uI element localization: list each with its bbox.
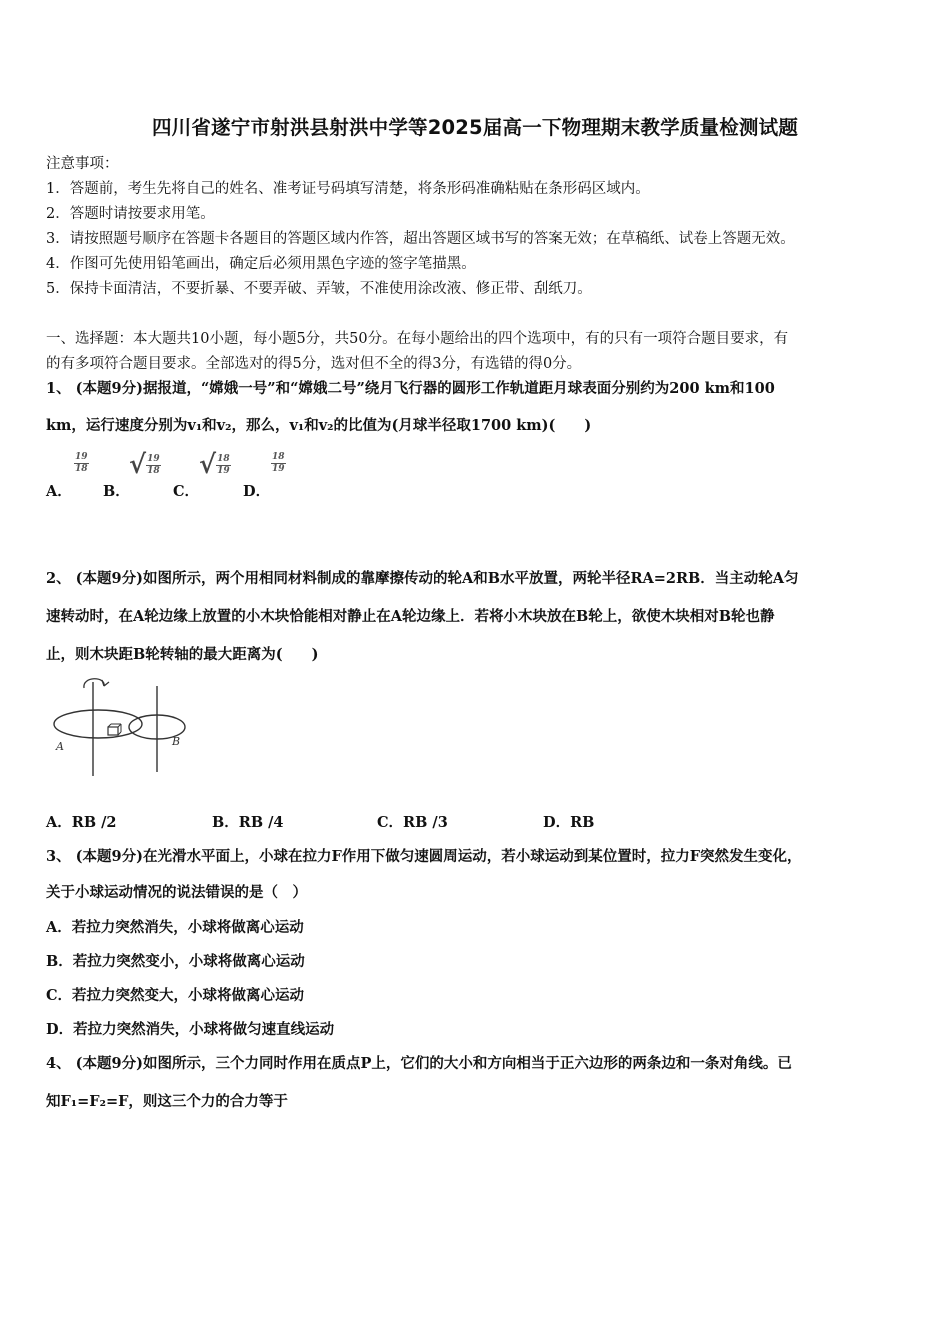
- page-title: 四川省遂宁市射洪县射洪中学等2025届高一下物理期末教学质量检测试题: [151, 116, 799, 139]
- notes-heading: 注意事项：: [46, 156, 119, 172]
- question-2-option-a: A．RB /2: [46, 814, 117, 831]
- question-2-option-c: C．RB /3: [377, 814, 448, 831]
- question-3-option-c: C．若拉力突然变大，小球将做离心运动: [46, 987, 305, 1004]
- question-3-stem: 关于小球运动情况的说法错误的是（ ）: [46, 884, 307, 901]
- question-3-stem: 3、 (本题9分)在光滑水平面上，小球在拉力F作用下做匀速圆周运动，若小球运动到某位置时，拉力F突然发生变化，: [46, 848, 802, 865]
- notes-item: 3．请按照题号顺序在答题卡各题目的答题区域内作答，超出答题区域书写的答案无效；在草稿纸、试卷上答题无效。: [46, 231, 795, 247]
- question-2-option-d: D．RB: [543, 814, 595, 831]
- label-a: A: [56, 740, 64, 753]
- question-2-stem: 2、 (本题9分)如图所示，两个用相同材料制成的靠摩擦传动的轮A和B水平放置，两轮半径RA=2RB．当主动轮A匀: [46, 570, 799, 587]
- question-2-stem: 止，则木块距B轮转轴的最大距离为( ): [46, 646, 319, 663]
- question-3-option-a: A．若拉力突然消失，小球将做离心运动: [46, 919, 304, 936]
- notes-item: 5．保持卡面清洁，不要折暴、不要弄破、弄皱，不准使用涂改液、修正带、刮纸刀。: [46, 281, 592, 297]
- notes-item: 2．答题时请按要求用笔。: [46, 206, 215, 222]
- question-1-stem: km，运行速度分别为v₁和v₂，那么，v₁和v₂的比值为(月球半径取1700 km)( ): [46, 417, 592, 434]
- question-2-option-b: B．RB /4: [212, 814, 284, 831]
- option-b: B． √ $\frac{19}{18}$: [103, 450, 160, 500]
- label-b: B: [172, 735, 181, 748]
- option-c: C． √ $\frac{18}{19}$: [173, 450, 230, 500]
- friction-wheels-diagram: [52, 672, 192, 782]
- section-intro: 的有多项符合题目要求。全部选对的得5分，选对但不全的得3分，有选错的得0分。: [46, 356, 582, 372]
- question-3-option-b: B．若拉力突然变小，小球将做离心运动: [46, 953, 305, 970]
- option-d: D． $\frac{18}{19}$: [243, 452, 285, 500]
- section-intro: 一、选择题：本大题共10小题，每小题5分，共50分。在每小题给出的四个选项中，有的只有一项符合题目要求，有: [46, 331, 789, 347]
- question-4-stem: 知F₁=F₂=F，则这三个力的合力等于: [46, 1093, 288, 1110]
- notes-item: 1．答题前，考生先将自己的姓名、准考证号码填写清楚，将条形码准确粘贴在条形码区域内。: [46, 181, 650, 197]
- question-1-stem: 1、 (本题9分)据报道，“嫦娥一号”和“嫦娥二号”绕月飞行器的圆形工作轨道距月球表面分别约为200 km和100: [46, 380, 775, 397]
- option-a: A． $\frac{19}{18}$: [46, 452, 88, 500]
- question-4-stem: 4、 (本题9分)如图所示，三个力同时作用在质点P上，它们的大小和方向相当于正六边形的两条边和一条对角线。已: [46, 1055, 792, 1072]
- question-3-option-d: D．若拉力突然消失，小球将做匀速直线运动: [46, 1021, 335, 1038]
- question-2-stem: 速转动时，在A轮边缘上放置的小木块恰能相对静止在A轮边缘上．若将小木块放在B轮上，欲使木块相对B轮也静: [46, 608, 775, 625]
- notes-item: 4．作图可先使用铅笔画出，确定后必须用黑色字迹的签字笔描黑。: [46, 256, 476, 272]
